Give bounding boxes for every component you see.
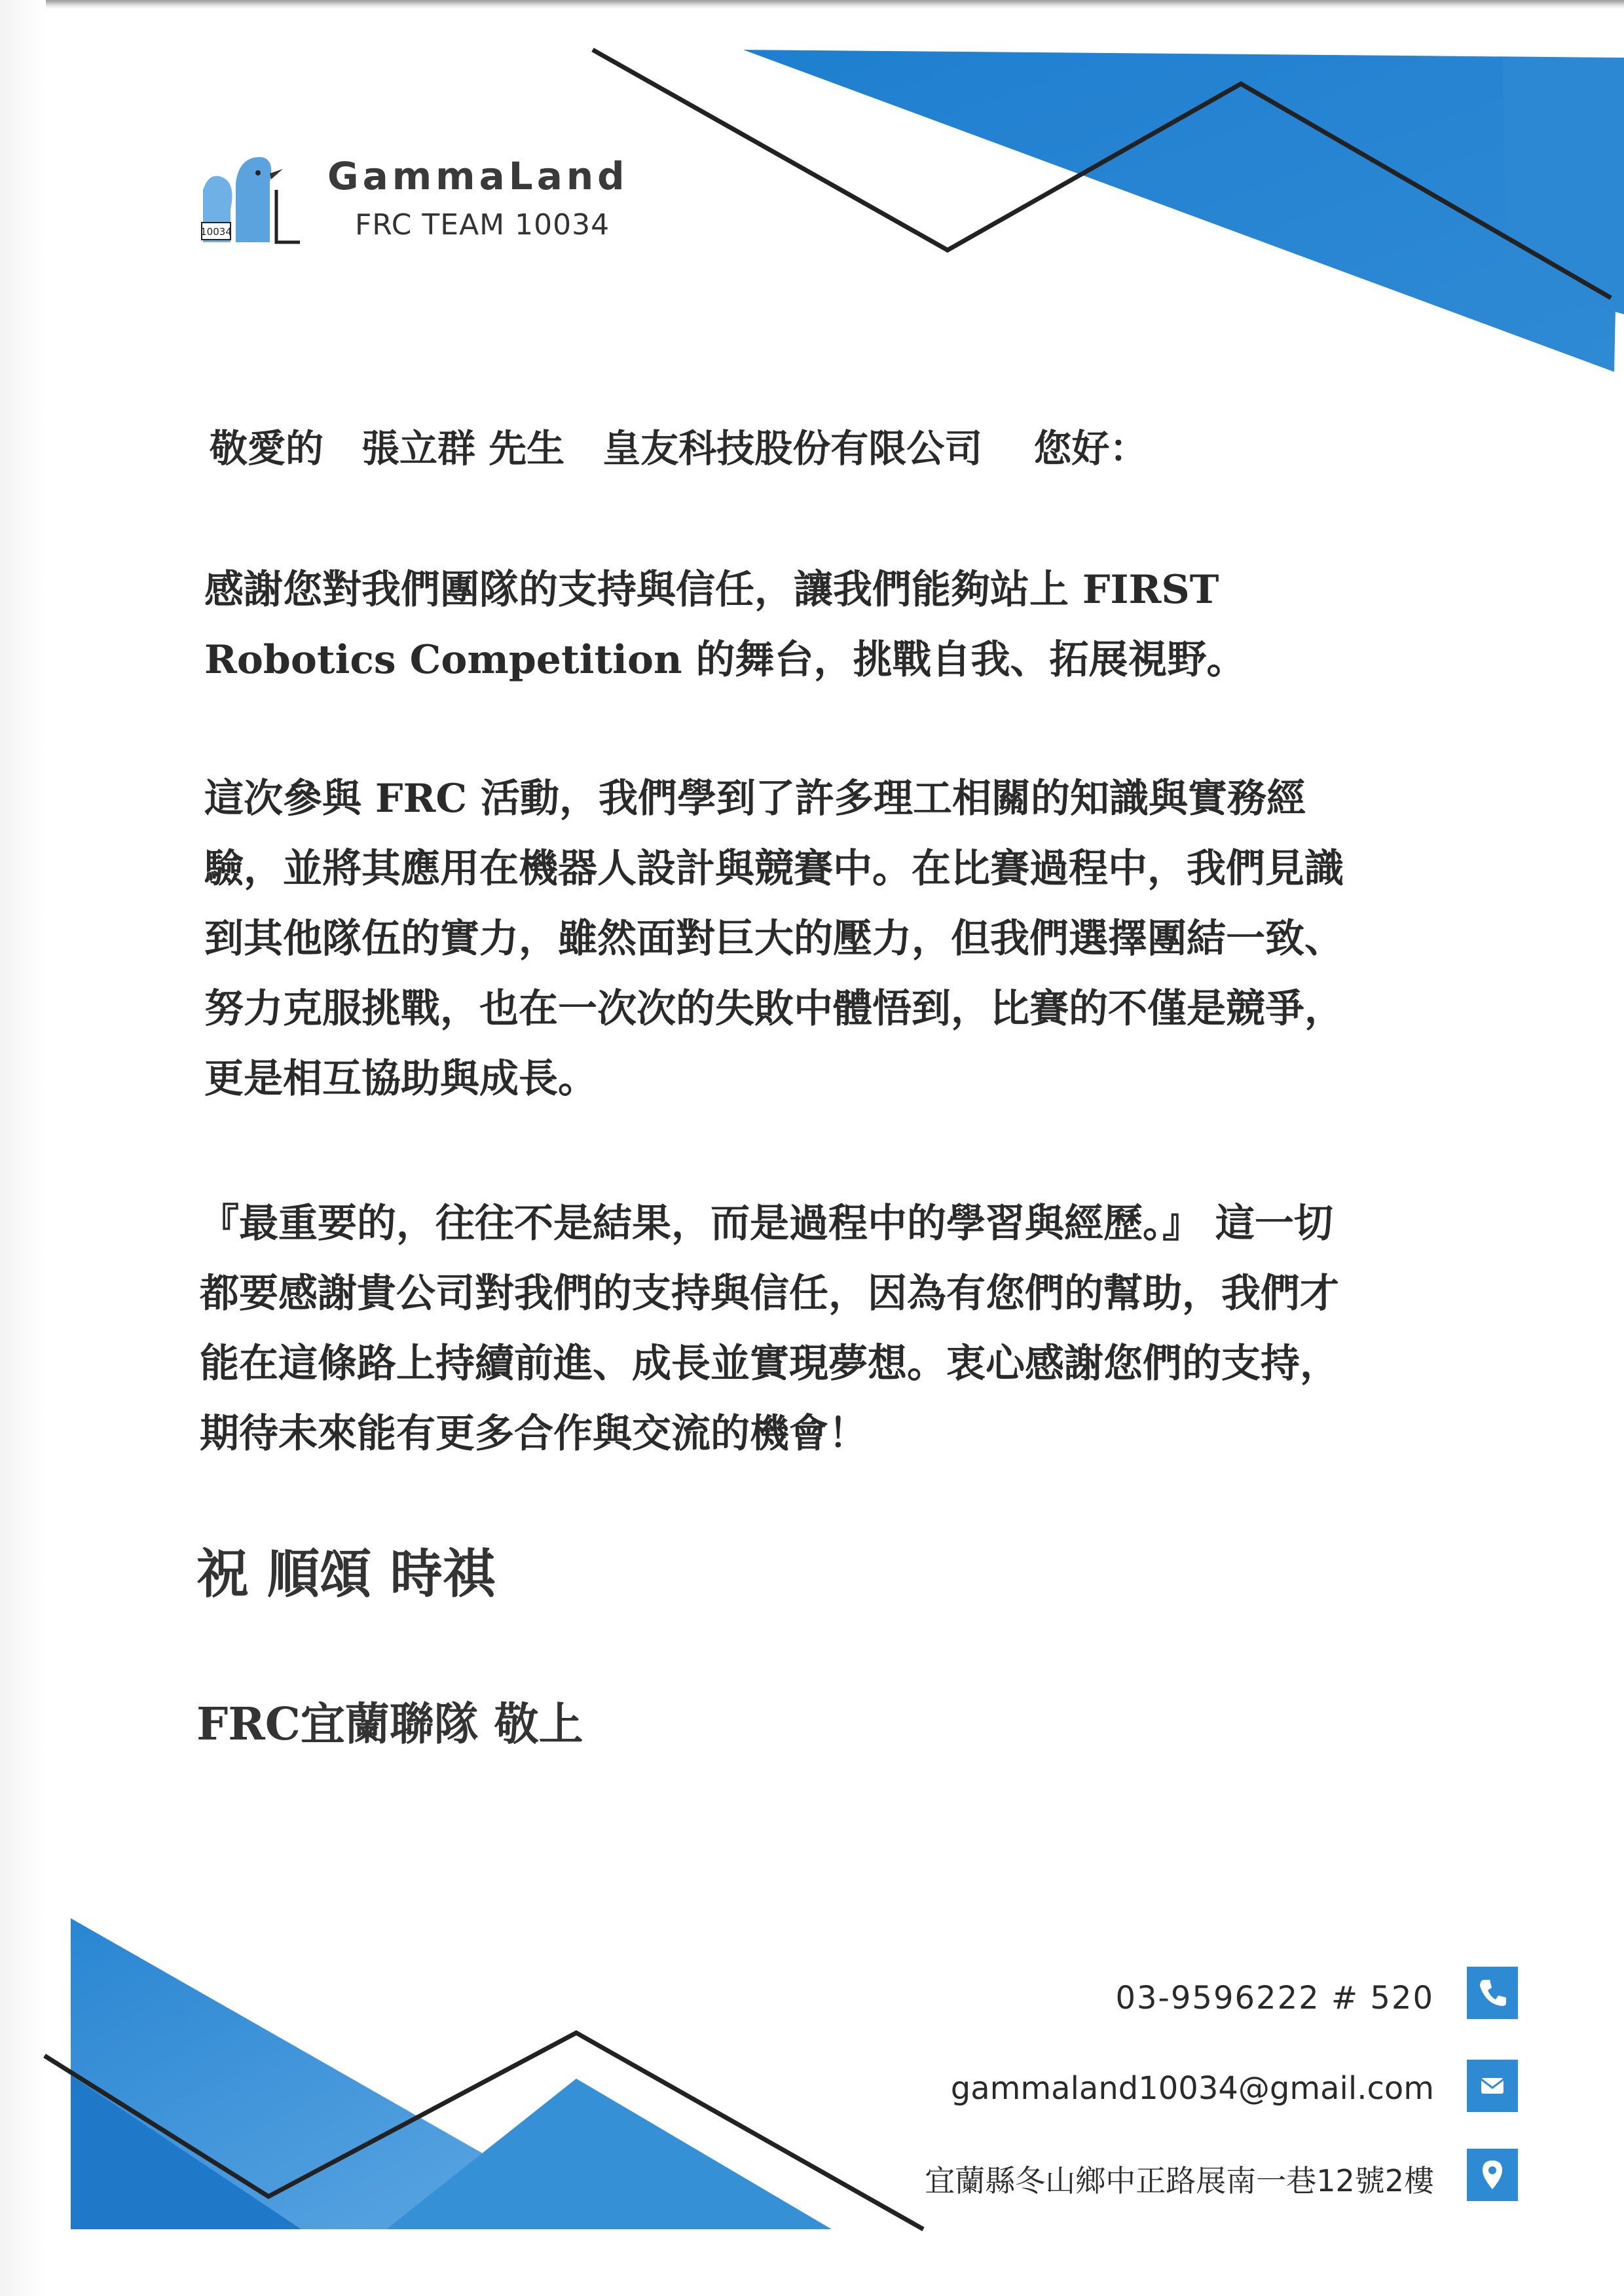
- paragraph-line: 『最重要的，往往不是結果，而是過程中的學習與經歷。』 這一切: [200, 1201, 1333, 1247]
- team-logo: [190, 144, 308, 249]
- paragraph-line: 努力克服挑戰，也在一次次的失敗中體悟到，比賽的不僅是競爭，: [204, 986, 1344, 1032]
- team-subtitle: FRC TEAM 10034: [355, 208, 610, 242]
- paragraph-gratitude: [200, 1189, 1457, 1469]
- paragraph-line: 期待未來能有更多合作與交流的機會！: [200, 1411, 868, 1457]
- letter-greeting: 敬愛的 張立群 先生 皇友科技股份有限公司 您好：: [210, 426, 1148, 471]
- logo-number: 10034: [200, 226, 232, 238]
- paragraph-thanks: [204, 555, 1462, 695]
- location-pin-icon: [1467, 2149, 1518, 2201]
- contact-address: 宜蘭縣冬山鄉中正路展南一巷12號2樓: [925, 2163, 1434, 2198]
- letter-closing: 祝 順頌 時祺: [196, 1543, 495, 1605]
- paragraph-line: 這次參與 FRC 活動，我們學到了許多理工相關的知識與實務經: [204, 776, 1306, 822]
- logo-bird-right: [236, 157, 271, 242]
- brand-name: GammaLand: [327, 154, 629, 198]
- paragraph-line: 更是相互協助與成長。: [204, 1056, 597, 1102]
- phone-icon: [1467, 1967, 1518, 2019]
- paragraph-line: Robotics Competition 的舞台，挑戰自我、拓展視野。: [204, 637, 1246, 683]
- header-blue-triangle-right: [1503, 58, 1624, 314]
- paragraph-line: 能在這條路上持續前進、成長並實現夢想。衷心感謝您們的支持，: [200, 1341, 1339, 1387]
- logo-l-stroke: [276, 190, 300, 242]
- contact-phone[interactable]: 03-9596222 # 520: [1115, 1980, 1434, 2016]
- mail-icon: [1467, 2060, 1518, 2112]
- paragraph-experience: [204, 764, 1462, 1114]
- paragraph-line: 都要感謝貴公司對我們的支持與信任，因為有您們的幫助，我們才: [200, 1271, 1339, 1317]
- contact-email[interactable]: gammaland10034@gmail.com: [950, 2070, 1434, 2107]
- paragraph-line: 驗，並將其應用在機器人設計與競賽中。在比賽過程中，我們見識: [204, 846, 1344, 892]
- letter-signoff: FRC宜蘭聯隊 敬上: [196, 1698, 583, 1751]
- logo-beak: [270, 169, 283, 179]
- paragraph-line: 感謝您對我們團隊的支持與信任，讓我們能夠站上 FIRST: [204, 567, 1219, 613]
- paragraph-line: 到其他隊伍的實力，雖然面對巨大的壓力，但我們選擇團結一致、: [204, 916, 1344, 962]
- logo-eye: [255, 170, 261, 175]
